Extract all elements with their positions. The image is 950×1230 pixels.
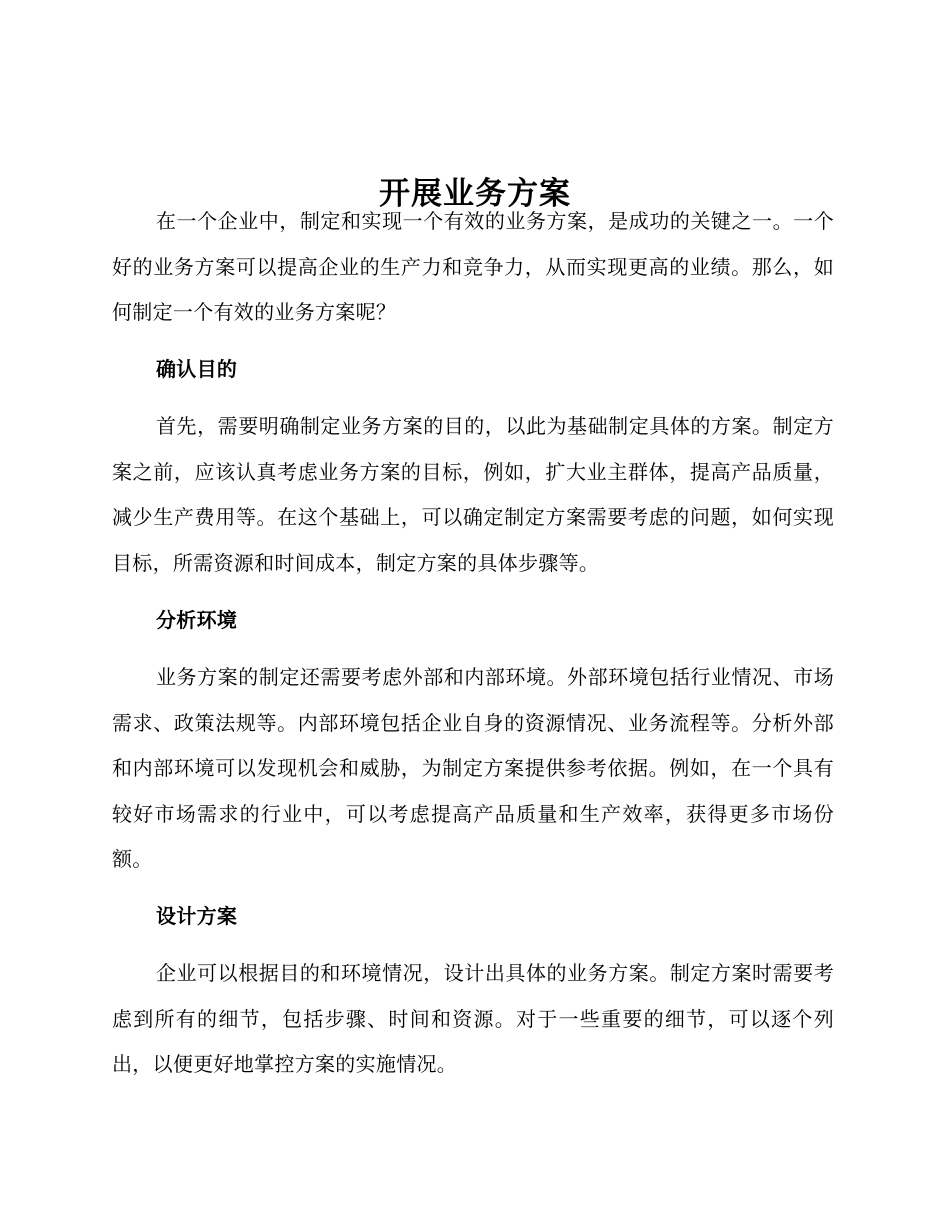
intro-paragraph: 在一个企业中，制定和实现一个有效的业务方案，是成功的关键之一。一个好的业务方案可以提高企业的生产力和竞争力，从而实现更高的业绩。那么，如何制定一个有效的业务方案呢？ [112, 209, 834, 324]
section-body-design: 企业可以根据目的和环境情况，设计出具体的业务方案。制定方案时需要考虑到所有的细节，包括步骤、时间和资源。对于一些重要的细节，可以逐个列出，以便更好地掌控方案的实施情况。 [112, 961, 834, 1076]
section-body-purpose: 首先，需要明确制定业务方案的目的，以此为基础制定具体的方案。制定方案之前，应该认真考虑业务方案的目标，例如，扩大业主群体，提高产品质量，减少生产费用等。在这个基础上，可以确定制定方案需要考虑的问题，如何实现目标，所需资源和时间成本，制定方案的具体步骤等。 [112, 414, 834, 575]
section-heading-environment: 分析环境 [156, 608, 238, 632]
document-body [112, 199, 834, 1087]
section-heading-design: 设计方案 [156, 904, 238, 928]
section-heading-purpose: 确认目的 [156, 357, 238, 381]
section-body-environment: 业务方案的制定还需要考虑外部和内部环境。外部环境包括行业情况、市场需求、政策法规等。内部环境包括企业自身的资源情况、业务流程等。分析外部和内部环境可以发现机会和威胁，为制定方案提供参考依据。例如，在一个具有较好市场需求的行业中，可以考虑提高产品质量和生产效率，获得更多市场份额。 [112, 665, 834, 871]
document-title: 开展业务方案 [379, 175, 571, 212]
